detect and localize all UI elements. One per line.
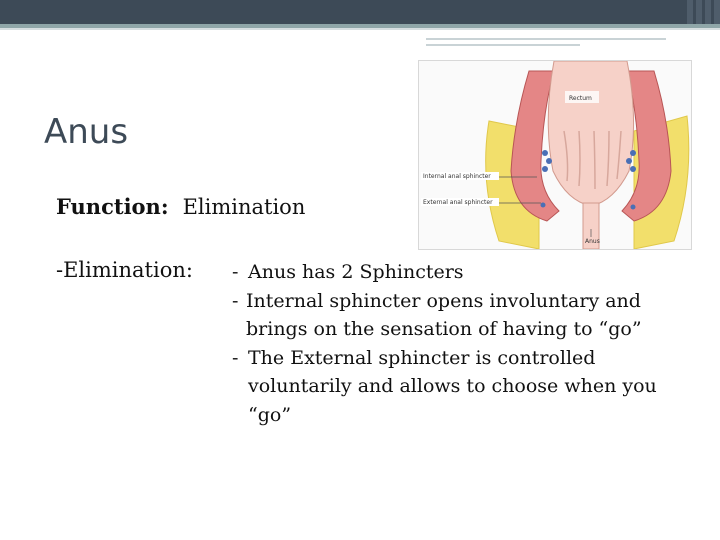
bullet-text: Anus has 2 Sphincters <box>248 261 464 283</box>
anal-canal-illustration <box>419 61 691 249</box>
bullet-text: Internal sphincter opens involuntary and brings on the sensation of having to “go” <box>246 289 642 340</box>
bullet-item <box>232 287 686 344</box>
bullet-item <box>232 344 678 430</box>
decorative-line <box>426 38 666 40</box>
anatomy-diagram <box>418 60 692 250</box>
bullet-text: The External sphincter is controlled voluntarily and allows to choose when you “go” <box>248 346 657 426</box>
external-sphincter-label: External anal sphincter <box>423 199 493 206</box>
function-line <box>56 194 305 219</box>
function-label: Function: <box>56 194 169 219</box>
internal-sphincter-label: Internal anal sphincter <box>423 173 491 180</box>
header-decoration <box>684 0 720 24</box>
slide-title: Anus <box>44 112 129 152</box>
accent-stripe-thin <box>0 28 720 30</box>
header-bar <box>0 0 720 24</box>
bullet-dash: - <box>232 346 239 369</box>
anus-label: Anus <box>585 238 600 245</box>
bullet-dash: - <box>232 289 239 312</box>
function-value: Elimination <box>182 195 306 219</box>
elimination-label: -Elimination: <box>56 258 193 282</box>
bullet-item <box>232 258 548 287</box>
bullet-dash: - <box>232 261 239 283</box>
bullet-list <box>232 258 686 429</box>
rectum-label: Rectum <box>569 95 592 102</box>
decorative-line-short <box>426 44 580 46</box>
